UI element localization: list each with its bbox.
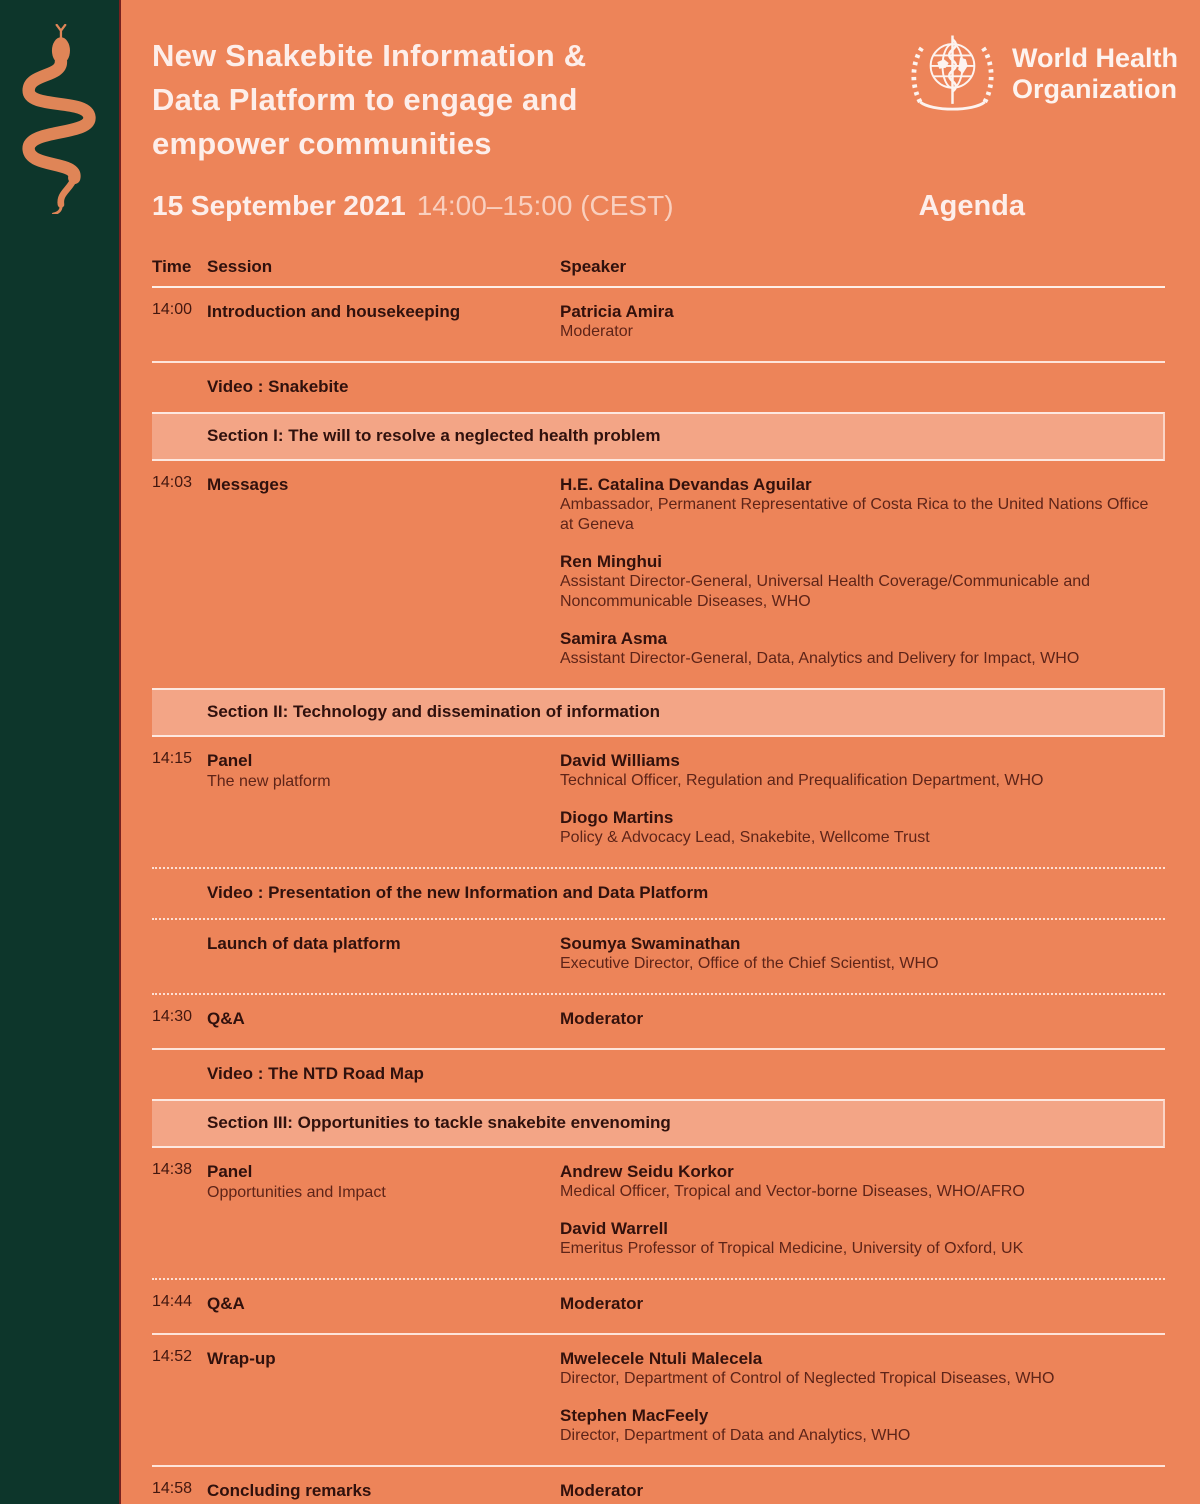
video-label: Video : Snakebite bbox=[207, 377, 349, 396]
session-cell bbox=[207, 1008, 560, 1029]
speaker-cell bbox=[560, 301, 1165, 342]
session-cell bbox=[207, 1161, 560, 1259]
who-emblem-icon bbox=[905, 26, 1000, 121]
speaker-cell bbox=[560, 1293, 1165, 1314]
speaker-title: Policy & Advocacy Lead, Snakebite, Wellcome Trust bbox=[560, 829, 930, 846]
speaker-title: Technical Officer, Regulation and Prequalification Department, WHO bbox=[560, 772, 1044, 789]
video-row bbox=[152, 363, 1165, 412]
who-logo-text bbox=[1012, 43, 1178, 105]
session-title: Concluding remarks bbox=[207, 1481, 372, 1500]
event-title-line3: empower communities bbox=[152, 126, 492, 161]
speaker-block bbox=[560, 1008, 1165, 1029]
speaker-block bbox=[560, 1480, 1165, 1501]
speaker-block bbox=[560, 1218, 1165, 1259]
speaker-block bbox=[560, 1405, 1165, 1446]
speaker-cell bbox=[560, 474, 1165, 669]
speaker-name: Moderator bbox=[560, 1009, 644, 1028]
speaker-title: Moderator bbox=[560, 323, 633, 340]
event-date: 15 September 2021 bbox=[152, 190, 406, 221]
col-time-header: Time bbox=[152, 257, 192, 276]
speaker-block bbox=[560, 1348, 1165, 1389]
row-time bbox=[152, 883, 207, 903]
speaker-name: Mwelecele Ntuli Malecela bbox=[560, 1349, 763, 1368]
speaker-block bbox=[560, 301, 1165, 342]
speaker-name: Ren Minghui bbox=[560, 552, 662, 571]
event-title-line1: New Snakebite Information & bbox=[152, 38, 587, 73]
speaker-cell bbox=[560, 1348, 1165, 1446]
speaker-title: Director, Department of Control of Neglected Tropical Diseases, WHO bbox=[560, 1370, 1055, 1387]
row-time bbox=[152, 377, 207, 397]
speaker-title: Ambassador, Permanent Representative of Costa Rica to the United Nations Office at Geneva bbox=[560, 496, 1149, 533]
section-bar bbox=[152, 688, 1165, 737]
video-row bbox=[152, 1050, 1165, 1099]
speaker-block bbox=[560, 750, 1165, 791]
col-session-header: Session bbox=[207, 257, 273, 276]
speaker-name: David Williams bbox=[560, 751, 680, 770]
snake-icon bbox=[12, 24, 108, 214]
session-subtitle: Opportunities and Impact bbox=[207, 1184, 386, 1201]
table-header bbox=[152, 257, 1165, 288]
section-label: Section III: Opportunities to tackle snakebite envenoming bbox=[207, 1113, 671, 1132]
video-row bbox=[152, 869, 1165, 918]
speaker-block bbox=[560, 807, 1165, 848]
sidebar bbox=[0, 0, 121, 1504]
speaker-name: Andrew Seidu Korkor bbox=[560, 1162, 734, 1181]
speaker-name: Moderator bbox=[560, 1294, 644, 1313]
session-cell bbox=[207, 750, 560, 848]
row-time: 14:03 bbox=[152, 474, 193, 491]
session-title: Q&A bbox=[207, 1294, 245, 1313]
session-title: Panel bbox=[207, 751, 253, 770]
main-area bbox=[123, 0, 1200, 1504]
event-title-line2: Data Platform to engage and bbox=[152, 82, 578, 117]
session-cell bbox=[207, 1348, 560, 1446]
who-logo-line2: Organization bbox=[1011, 73, 1177, 104]
agenda-row bbox=[152, 1467, 1165, 1504]
session-title: Introduction and housekeeping bbox=[207, 302, 461, 321]
speaker-block bbox=[560, 1293, 1165, 1314]
speaker-title: Director, Department of Data and Analytics, WHO bbox=[560, 1427, 911, 1444]
who-logo-line1: World Health bbox=[1011, 42, 1178, 73]
session-title: Wrap-up bbox=[207, 1349, 276, 1368]
row-time: 14:58 bbox=[152, 1480, 193, 1497]
section-label: Section II: Technology and dissemination of information bbox=[207, 702, 661, 721]
row-time: 14:52 bbox=[152, 1348, 193, 1365]
row-time: 14:44 bbox=[152, 1293, 193, 1310]
row-time: 14:38 bbox=[152, 1161, 193, 1178]
row-time: 14:00 bbox=[152, 301, 193, 318]
row-time: 14:30 bbox=[152, 1008, 193, 1025]
speaker-name: Stephen MacFeely bbox=[560, 1406, 709, 1425]
who-logo bbox=[905, 26, 1178, 121]
speaker-name: Soumya Swaminathan bbox=[560, 934, 741, 953]
session-title: Messages bbox=[207, 475, 289, 494]
agenda-row bbox=[152, 1280, 1165, 1333]
session-cell bbox=[207, 301, 560, 342]
speaker-cell bbox=[560, 1480, 1165, 1501]
speaker-name: H.E. Catalina Devandas Aguilar bbox=[560, 475, 812, 494]
row-time bbox=[152, 933, 207, 974]
section-bar bbox=[152, 1099, 1165, 1148]
col-speaker-header: Speaker bbox=[560, 257, 627, 276]
speaker-title: Medical Officer, Tropical and Vector-borne Diseases, WHO/AFRO bbox=[560, 1183, 1025, 1200]
speaker-name: Samira Asma bbox=[560, 629, 668, 648]
speaker-block bbox=[560, 628, 1165, 669]
speaker-title: Executive Director, Office of the Chief Scientist, WHO bbox=[560, 955, 939, 972]
session-cell bbox=[207, 474, 560, 669]
speaker-block bbox=[560, 1161, 1165, 1202]
speaker-title: Assistant Director-General, Data, Analytics and Delivery for Impact, WHO bbox=[560, 650, 1080, 667]
session-title: Panel bbox=[207, 1162, 253, 1181]
speaker-cell bbox=[560, 933, 1165, 974]
agenda-row bbox=[152, 920, 1165, 993]
agenda-row bbox=[152, 1148, 1165, 1278]
agenda-label: Agenda bbox=[918, 190, 1025, 222]
speaker-cell bbox=[560, 1008, 1165, 1029]
row-time bbox=[152, 1064, 207, 1084]
speaker-block bbox=[560, 474, 1165, 535]
event-title bbox=[152, 34, 872, 166]
speaker-name: Patricia Amira bbox=[560, 302, 674, 321]
session-cell bbox=[207, 933, 560, 974]
session-title: Launch of data platform bbox=[207, 934, 401, 953]
speaker-title: Assistant Director-General, Universal Health Coverage/Communicable and Noncommunicable Diseases, WHO bbox=[560, 573, 1091, 610]
speaker-cell bbox=[560, 750, 1165, 848]
agenda-row bbox=[152, 737, 1165, 867]
speaker-block bbox=[560, 933, 1165, 974]
video-label: Video : The NTD Road Map bbox=[207, 1064, 424, 1083]
row-time: 14:15 bbox=[152, 750, 193, 767]
agenda-row bbox=[152, 1335, 1165, 1465]
session-title: Q&A bbox=[207, 1009, 245, 1028]
speaker-block bbox=[560, 551, 1165, 612]
agenda-rows bbox=[152, 288, 1165, 1504]
speaker-cell bbox=[560, 1161, 1165, 1259]
section-bar bbox=[152, 412, 1165, 461]
session-cell bbox=[207, 1293, 560, 1314]
agenda-row bbox=[152, 995, 1165, 1048]
event-time: 14:00–15:00 (CEST) bbox=[416, 190, 674, 221]
session-cell bbox=[207, 1480, 560, 1501]
speaker-name: Diogo Martins bbox=[560, 808, 674, 827]
video-label: Video : Presentation of the new Information and Data Platform bbox=[207, 883, 709, 902]
agenda-row bbox=[152, 288, 1165, 361]
date-row bbox=[152, 190, 1165, 223]
speaker-title: Emeritus Professor of Tropical Medicine, University of Oxford, UK bbox=[560, 1240, 1024, 1257]
speaker-name: David Warrell bbox=[560, 1219, 669, 1238]
speaker-name: Moderator bbox=[560, 1481, 644, 1500]
agenda-row bbox=[152, 461, 1165, 688]
session-subtitle: The new platform bbox=[207, 773, 331, 790]
section-label: Section I: The will to resolve a neglected health problem bbox=[207, 426, 661, 445]
